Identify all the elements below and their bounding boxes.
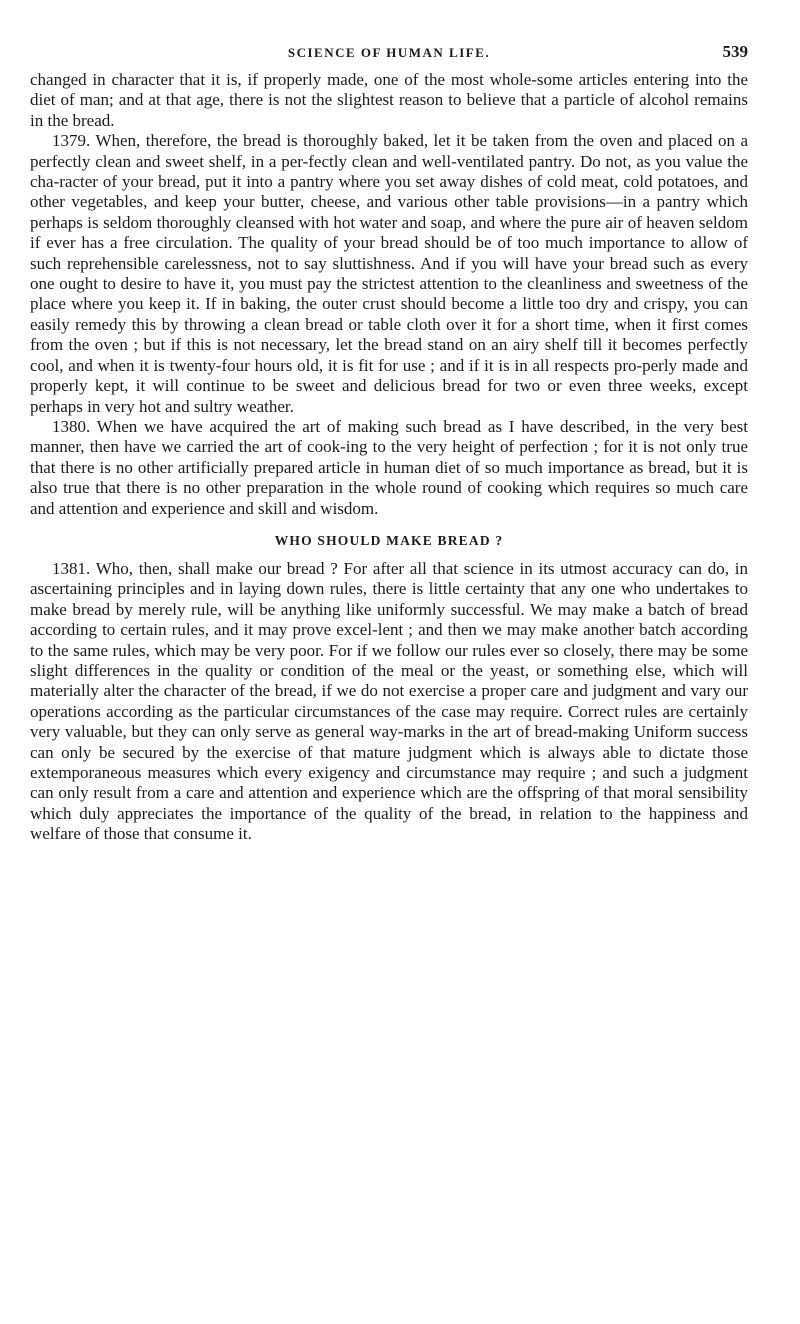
paragraph-text: changed in character that it is, if properly made, one of the most whole-some articles entering into the diet of man; and at that age, there is not the slightest reason to believe that a particle of alcohol remains in the bread. [30, 70, 748, 130]
running-header [30, 42, 748, 64]
section-heading: WHO SHOULD MAKE BREAD ? [274, 532, 504, 548]
paragraph-1381 [30, 559, 748, 845]
paragraph-number: 1379. [52, 131, 91, 151]
paragraph-continued [30, 70, 748, 131]
book-page [30, 42, 748, 845]
running-title: SCIENCE OF HUMAN LIFE. [287, 45, 491, 60]
paragraph-number: 1381. [52, 558, 91, 578]
page-number: 539 [722, 42, 748, 61]
paragraph-text: When, therefore, the bread is thoroughly baked, let it be taken from the oven and placed on a perfectly clean and sweet shelf, in a per-fectly clean and well-ventilated pantry. Do not, as you value the cha-racter of your bread, put it into a pantry where you set away dishes of cold meat, cold potatoes, and other vegetables, and keep your butter, cheese, and various other table provisions—in a pantry which perhaps is seldom thoroughly cleansed with hot water and soap, and where the pure air of heaven seldom if ever has a free circulation. The quality of your bread should be of too much importance to allow of such reprehensible carelessness, not to say sluttishness. And if you will have your bread such as every one ought to desire to have it, you must pay the strictest attention to the cleanliness and sweetness of the place where you keep it. If in baking, the outer crust should become a little too dry and crispy, you can easily remedy this by throwing a clean bread or table cloth over it for a short time, when it first comes from the oven ; but if this is not necessary, let the bread stand on an airy shelf till it becomes perfectly cool, and when it is twenty-four hours old, it is fit for use ; and if it is in all respects pro-perly made and properly kept, it will continue to be sweet and delicious bread for two or even three weeks, except perhaps in very hot and sultry weather. [30, 131, 748, 416]
paragraph-1380 [30, 417, 748, 519]
paragraph-number: 1380. [52, 416, 91, 436]
paragraph-text: When we have acquired the art of making such bread as I have described, in the very best manner, then have we carried the art of cook-ing to the very height of perfection ; for it is not only true that there is no other artificially prepared article in human diet of so much importance as bread, but it is also true that there is no other preparation in the whole round of cooking which requires so much care and attention and experience and skill and wisdom. [30, 416, 748, 518]
paragraph-1379 [30, 131, 748, 417]
paragraph-text: Who, then, shall make our bread ? For after all that science in its utmost accuracy can do, in ascertaining principles and in laying down rules, there is little certainty that any one who undertakes to make bread by merely rule, will be anything like uniformly successful. We may make a batch of bread according to certain rules, and it may prove excel-lent ; and then we may make another batch according to the same rules, which may be very poor. For if we follow our rules ever so closely, there may be some slight differences in the quality or condition of the meal or the yeast, or something else, which will materially alter the character of the bread, if we do not exercise a proper care and judgment and vary our operations according as the particular circumstances of the case may require. Correct rules are certainly very valuable, but they can only serve as general way-marks in the art of bread-making Uniform success can only be secured by the exercise of that mature judgment which is always able to dictate those extemporaneous measures which every exigency and circumstance may require ; and such a judgment can only result from a care and attention and experience which are the offspring of that moral sensibility which duly appreciates the importance of the quality of the bread, in relation to the happiness and welfare of those that consume it. [30, 558, 748, 844]
